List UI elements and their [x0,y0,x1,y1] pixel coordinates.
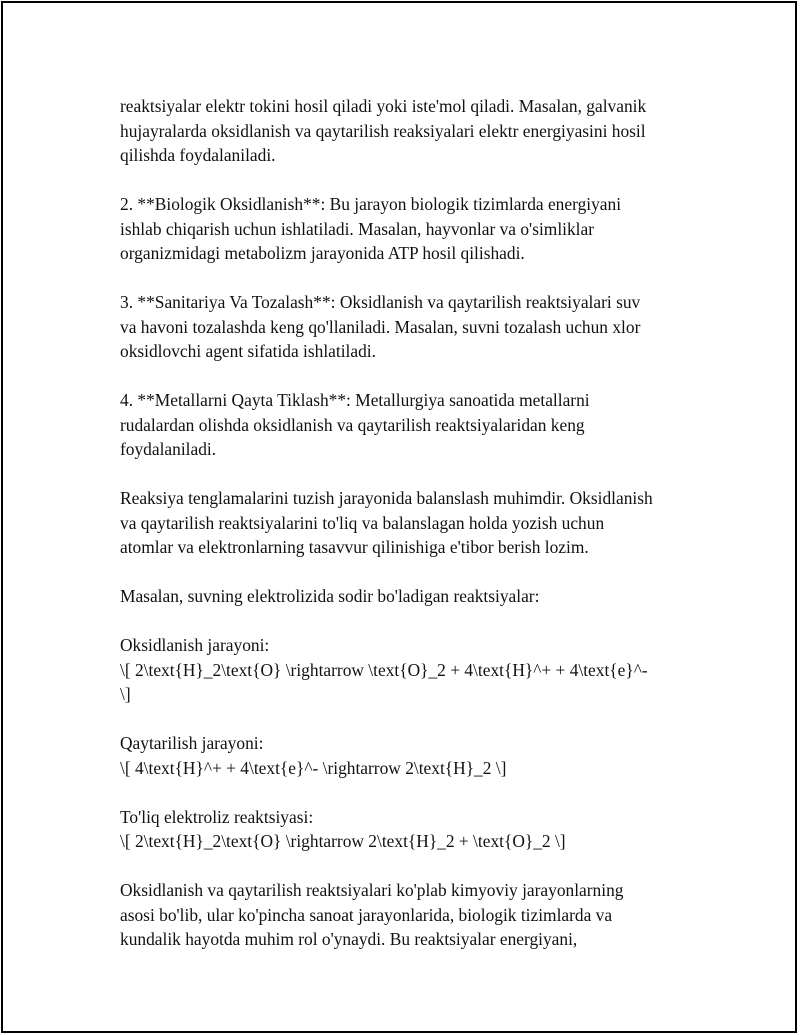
text-line: 4. **Metallarni Qayta Tiklash**: Metallurgiya sanoatida metallarni [120,390,590,410]
text-line: Reaksiya tenglamalarini tuzish jarayonida balanslash muhimdir. Oksidlanish [120,488,653,508]
paragraph-balancing [120,486,700,560]
paragraph-biological-oxidation [120,192,700,266]
equation-label: Oksidlanish jarayoni: [120,635,270,655]
text-line: va qaytarilish reaktsiyalarini to'liq va balanslagan holda yozish uchun [120,512,605,533]
text-line: qilishda foydalaniladi. [120,145,276,165]
paragraph-electrolysis-intro [120,584,700,609]
text-line: foydalaniladi. [120,439,217,459]
paragraph-sanitation [120,290,700,364]
equation-label: To'liq elektroliz reaktsiyasi: [120,806,314,827]
text-line: atomlar va elektronlarning tasavvur qilinishiga e'tibor berish lozim. [120,537,589,557]
text-line: ishlab chiqarish uchun ishlatiladi. Masalan, hayvonlar va o'simliklar [120,218,595,239]
document-body [120,94,700,976]
document-page [1,1,797,1033]
text-line: reaktsiyalar elektr tokini hosil qiladi yoki iste'mol qiladi. Masalan, galvanik [120,96,647,116]
paragraph-oxidation-equation [120,633,700,707]
text-line: 2. **Biologik Oksidlanish**: Bu jarayon biologik tizimlarda energiyani [120,194,622,214]
text-line: hujayralarda oksidlanish va qaytarilish reaksiyalari elektr energiyasini hosil [120,120,646,141]
paragraph-conclusion [120,878,700,952]
text-line: va havoni tozalashda keng qo'llaniladi. Masalan, suvni tozalash uchun xlor [120,316,641,337]
text-line: oksidlovchi agent sifatida ishlatiladi. [120,341,376,361]
text-line: 3. **Sanitariya Va Tozalash**: Oksidlanish va qaytarilish reaktsiyalari suv [120,292,641,312]
paragraph-electrochemistry-intro [120,94,700,168]
paragraph-metal-recovery [120,388,700,462]
text-line: organizmidagi metabolizm jarayonida ATP hosil qilishadi. [120,243,525,263]
equation-text: \[ 4\text{H}^+ + 4\text{e}^- \rightarrow 2\text{H}_2 \] [120,757,507,778]
equation-text: \] [120,684,131,704]
equation-text: \[ 2\text{H}_2\text{O} \rightarrow 2\text{H}_2 + \text{O}_2 \] [120,831,566,851]
paragraph-reduction-equation [120,731,700,780]
equation-text: \[ 2\text{H}_2\text{O} \rightarrow \text{O}_2 + 4\text{H}^+ + 4\text{e}^- [120,659,648,680]
text-line: asosi bo'lib, ular ko'pincha sanoat jarayonlarida, biologik tizimlarda va [120,904,613,925]
text-line: kundalik hayotda muhim rol o'ynaydi. Bu reaktsiyalar energiyani, [120,929,578,949]
text-line: Oksidlanish va qaytarilish reaktsiyalari ko'plab kimyoviy jarayonlarning [120,880,624,900]
text-line: Masalan, suvning elektrolizida sodir bo'ladigan reaktsiyalar: [120,586,540,606]
equation-label: Qaytarilish jarayoni: [120,733,264,753]
text-line: rudalardan olishda oksidlanish va qaytarilish reaktsiyalaridan keng [120,414,585,435]
paragraph-overall-equation [120,805,700,854]
